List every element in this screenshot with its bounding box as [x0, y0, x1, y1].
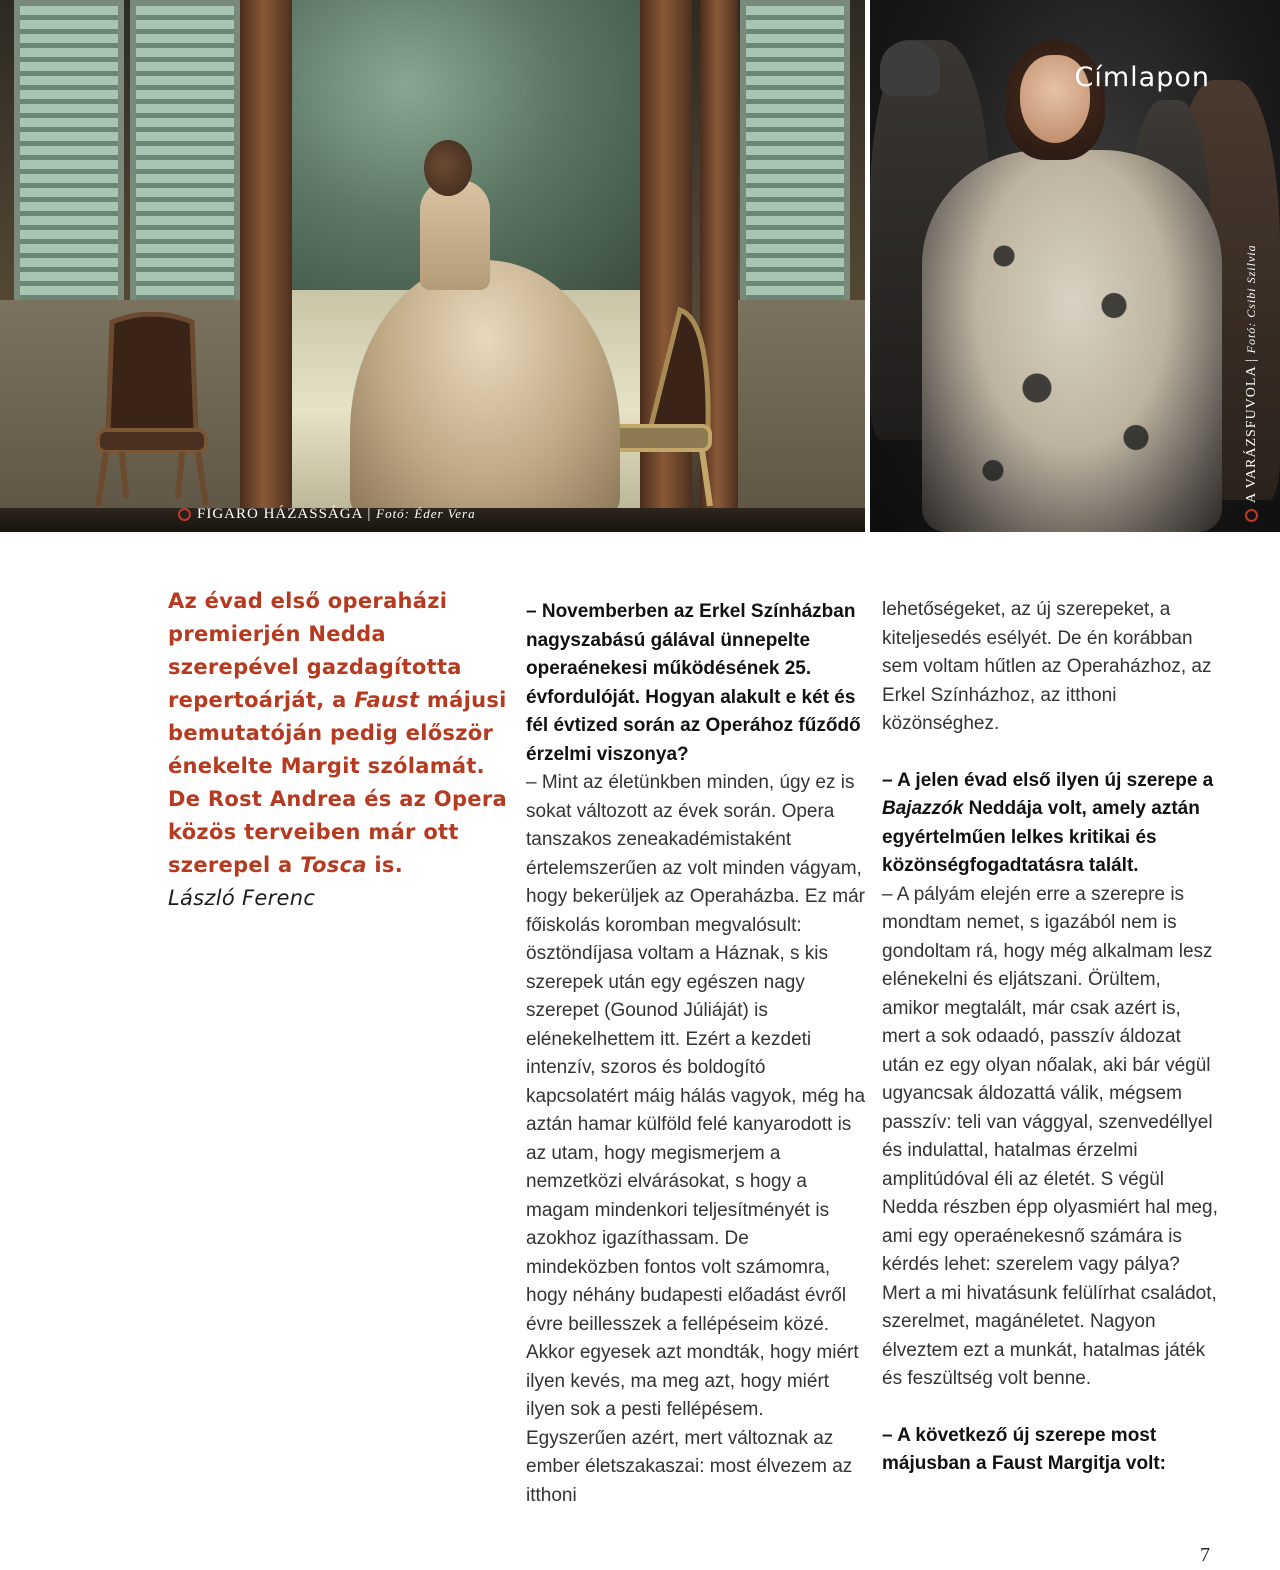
section-label: Címlapon: [1074, 62, 1210, 93]
article-lead: [168, 585, 508, 915]
interview-answer: – Mint az életünkben minden, úgy ez is sokat változott az évek során. Opera tanszakos zeneakadémistaként értelemszerűen az volt minden vágyam, hogy bekerüljek az Operaházba. Ez már főiskolás koromban megvalósult: ösztöndíjasa voltam a Háznak, s kis szerepek után egy egészen nagy szerepet (Gounod Júliáját) is elénekelhettem itt. Ezért a kezdeti intenzív, szoros és boldogító kapcsolatért máig hálás vagyok, még ha aztán hamar külföld felé kanyarodott is az utam, hogy megismerjem a nemzetközi elvárásokat, s hogy a magam mindenkori teljesítményét is azokhoz igazíthassam. De mindeközben fontos volt számomra, hogy néhány budapesti előadást évről évre beillesszek a fellépéseim közé. Akkor egyesek azt mondták, hogy miért ilyen kevés, ma meg azt, hogy miért ilyen sok a pesti fellépésem. Egyszerűen azért, mert változnak az ember életszakaszai: most élvezem az itthoni: [526, 772, 866, 1506]
interview-answer: – A pályám elején erre a szerepre is mondtam nemet, s igazából nem is gondoltam rá, hogy még alkalmam lesz elénekelni és eljátszani. Örültem, amikor megtalált, már csak azért is, mert a sok odaadó, passzív áldozat után ez egy olyan nőalak, aki bár végül ugyancsak áldozattá válik, mégsem passzív: teli van vággyal, szenvedéllyel és indulattal, hatalmas érzelmi amplitúdóval éli az életét. S végül Nedda részben épp olyasmiért hal meg, ami egy operaénekesnő számára is kérdés lehet: szerelem vagy pálya? Mert a mi hivatásunk felülírhat családot, szerelmet, magánéletet. Nagyon élveztem ezt a munkát, hatalmas játék és feszültség volt benne.: [882, 883, 1218, 1389]
caption-bullet-icon: [178, 508, 191, 521]
photo-figaro: [0, 0, 865, 532]
interview-question: – A jelen évad első ilyen új szerepe a Bajazzók Neddája volt, amely aztán egyértelműen lelkes kritikai és közönségfogadtatásra talált.: [882, 769, 1214, 876]
lead-paragraph: Az évad első operaházi premierjén Nedda szerepével gazdagította repertoárját, a Faust májusi bemutatóján pedig először énekelte Margit szólamát. De Rost Andrea és az Opera közös terveiben már ott szerepel a Tosca is.: [168, 589, 507, 877]
interview-answer-continued: lehetőségeket, az új szerepeket, a kiteljesedés esélyét. De én korábban sem voltam hűtlen az Operaházhoz, az Erkel Színházhoz, az itthoni közönséghez.: [882, 599, 1212, 734]
interview-question: – Novemberben az Erkel Színházban nagyszabású gálával ünnepelte operaénekesi működésének 25. évfordulóját. Hogyan alakult e két és fél évtized során az Operához fűződő érzelmi viszonya?: [526, 601, 861, 765]
photo-caption-left: FIGARO HÁZASSÁGA | Fotó: Éder Vera: [178, 506, 476, 523]
photo-cover: [870, 0, 1280, 532]
interview-question: – A következő új szerepe most májusban a Faust Margitja volt:: [882, 1424, 1166, 1474]
photo-caption-right: A VARÁZSFUVOLA | Fotó: Csibi Szilvia: [1244, 244, 1260, 522]
armchair-left: [92, 312, 212, 508]
author-name: László Ferenc: [168, 886, 316, 910]
article-column-middle: [526, 598, 866, 1510]
page-number: 7: [1200, 1544, 1210, 1566]
article-column-right: [882, 596, 1222, 1479]
caption-bullet-icon: [1245, 509, 1258, 522]
